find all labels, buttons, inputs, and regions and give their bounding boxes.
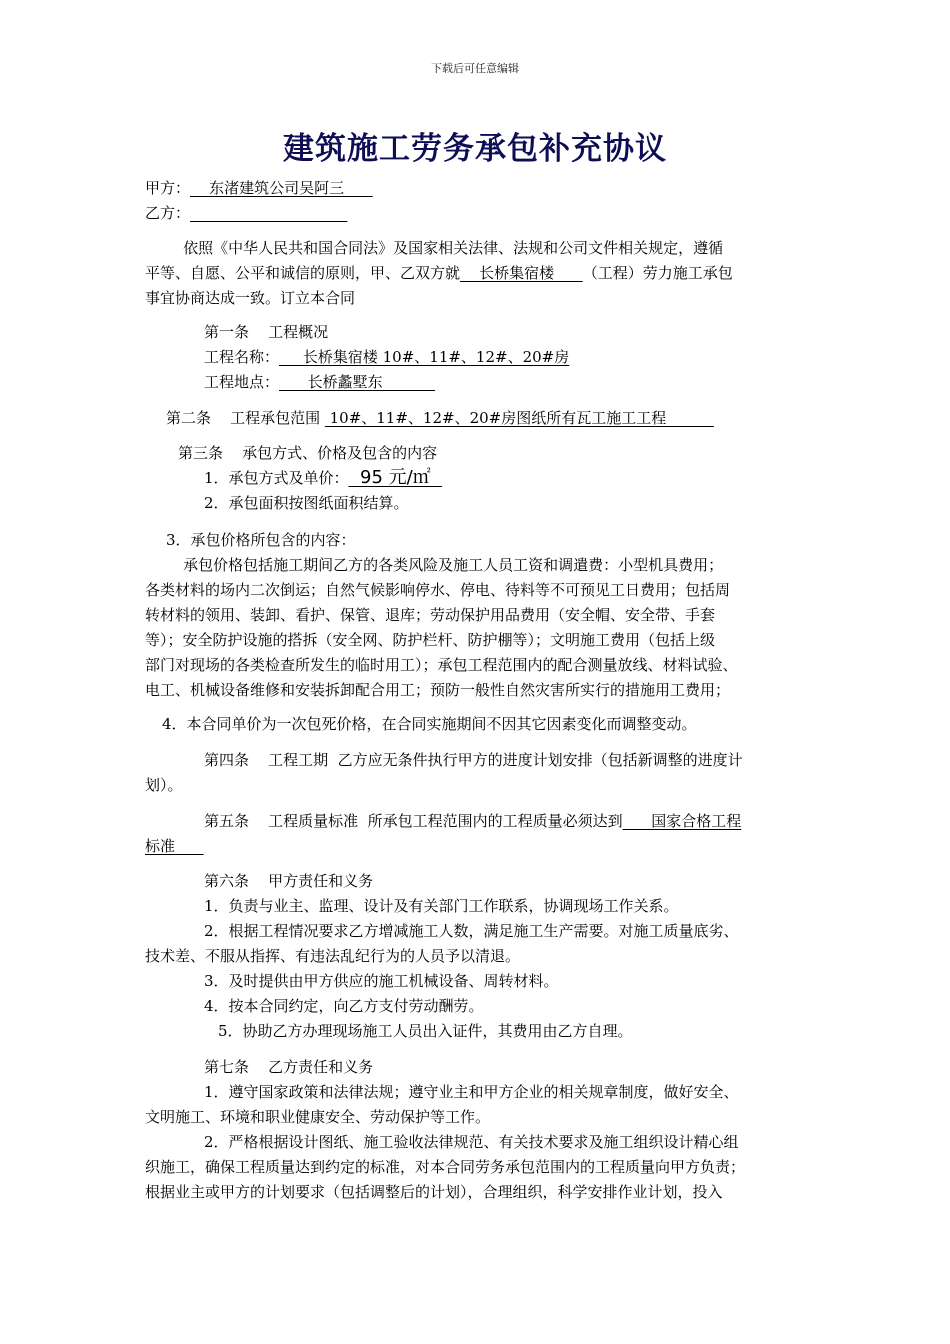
intro-text-2: （工程）劳力施工承包 bbox=[582, 264, 733, 282]
article-6-item: 4．按本合同约定，向乙方支付劳动酬劳。 bbox=[204, 997, 484, 1015]
party-b-label: 乙方： bbox=[145, 204, 191, 222]
quality-standard-value: 国家合格工程 bbox=[622, 812, 742, 830]
intro-text: 平等、自愿、公平和诚信的原则，甲、乙双方就 bbox=[145, 264, 461, 282]
intro-line-3: 事宜协商达成一致。订立本合同 bbox=[145, 289, 356, 307]
article-3-item-3-heading: 3．承包价格所包含的内容： bbox=[166, 531, 356, 549]
article-2-value: 10#、11#、12#、20#房图纸所有瓦工施工工程 bbox=[324, 409, 714, 427]
project-site-value: 长桥蠡墅东 bbox=[279, 373, 436, 391]
item-3-line: 转材料的领用、装卸、看护、保管、退库；劳动保护用品费用（安全帽、安全带、手套 bbox=[145, 606, 716, 624]
article-6-item-cont: 技术差、不服从指挥、有违法乱纪行为的人员予以清退。 bbox=[145, 947, 521, 965]
item-3-line: 各类材料的场内二次倒运；自然气候影响停水、停电、待料等不可预见工日费用；包括周 bbox=[145, 581, 731, 599]
item-1-label: 1．承包方式及单价： bbox=[204, 469, 349, 487]
party-a-value: 东渚建筑公司吴阿三 bbox=[190, 179, 373, 197]
article-5-text: 第五条 工程质量标准 所承包工程范围内的工程质量必须达到 bbox=[204, 812, 623, 830]
article-2-line bbox=[166, 408, 714, 428]
article-5-line-2 bbox=[145, 836, 204, 856]
project-name-label: 工程名称： bbox=[204, 348, 280, 366]
article-4-line-1: 第四条 工程工期 乙方应无条件执行甲方的进度计划安排（包括新调整的进度计 bbox=[204, 751, 743, 769]
intro-line-2 bbox=[145, 263, 733, 283]
project-site-line bbox=[204, 372, 435, 392]
project-name-line bbox=[204, 347, 569, 367]
article-3-heading: 第三条 承包方式、价格及包含的内容 bbox=[178, 444, 438, 462]
article-3-item-4: 4．本合同单价为一次包死价格，在合同实施期间不因其它因素变化而调整变动。 bbox=[162, 715, 697, 733]
article-7-item: 2．严格根据设计图纸、施工验收法律规范、有关技术要求及施工组织设计精心组 bbox=[204, 1133, 739, 1151]
article-2-heading: 第二条 工程承包范围 bbox=[166, 409, 325, 427]
party-a-line bbox=[145, 178, 373, 198]
article-7-item-cont: 根据业主或甲方的计划要求（包括调整后的计划），合理组织，科学安排作业计划，投入 bbox=[145, 1183, 723, 1201]
quality-standard-value-cont: 标准 bbox=[145, 837, 204, 855]
party-b-line bbox=[145, 203, 347, 223]
article-7-item-cont: 文明施工、环境和职业健康安全、劳动保护等工作。 bbox=[145, 1108, 491, 1126]
item-3-line: 电工、机械设备维修和安装拆卸配合用工；预防一般性自然灾害所实行的措施用工费用； bbox=[145, 681, 731, 699]
item-3-line: 等）；安全防护设施的搭拆（安全网、防护栏杆、防护棚等）；文明施工费用（包括上级 bbox=[145, 631, 716, 649]
project-site-label: 工程地点： bbox=[204, 373, 280, 391]
item-3-line: 承包价格包括施工期间乙方的各类风险及施工人员工资和调遣费：小型机具费用； bbox=[145, 556, 724, 574]
article-7-item: 1．遵守国家政策和法律法规；遵守业主和甲方企业的相关规章制度，做好安全、 bbox=[204, 1083, 739, 1101]
article-7-heading: 第七条 乙方责任和义务 bbox=[204, 1058, 374, 1076]
party-b-value bbox=[190, 204, 347, 222]
article-4-line-2: 划）。 bbox=[145, 776, 183, 794]
article-7-item-cont: 织施工，确保工程质量达到约定的标准，对本合同劳务承包范围内的工程质量向甲方负责； bbox=[145, 1158, 746, 1176]
project-name-value: 长桥集宿楼 10#、11#、12#、20#房 bbox=[279, 348, 570, 366]
article-3-item-1 bbox=[204, 468, 442, 488]
item-3-line: 部门对现场的各类检查所发生的临时用工）；承包工程范围内的配合测量放线、材料试验、 bbox=[145, 656, 738, 674]
article-5-line-1 bbox=[204, 811, 741, 831]
article-6-item: 2．根据工程情况要求乙方增减施工人数，满足施工生产需要。对施工质量底劣、 bbox=[204, 922, 739, 940]
article-6-heading: 第六条 甲方责任和义务 bbox=[204, 872, 374, 890]
project-name-blank: 长桥集宿楼 bbox=[460, 264, 583, 282]
article-6-item: 1．负责与业主、监理、设计及有关部门工作联系，协调现场工作关系。 bbox=[204, 897, 679, 915]
article-1-heading: 第一条 工程概况 bbox=[204, 323, 329, 341]
article-3-item-2: 2．承包面积按图纸面积结算。 bbox=[204, 494, 409, 512]
party-a-label: 甲方： bbox=[145, 179, 191, 197]
intro-line-1: 依照《中华人民共和国合同法》及国家相关法律、法规和公司文件相关规定，遵循 bbox=[145, 239, 724, 257]
article-6-item: 3．及时提供由甲方供应的施工机械设备、周转材料。 bbox=[204, 972, 559, 990]
page-header-note: 下载后可任意编辑 bbox=[431, 62, 519, 75]
unit-price-value: 95 元/㎡ bbox=[348, 467, 443, 488]
article-6-item: 5．协助乙方办理现场施工人员出入证件，其费用由乙方自理。 bbox=[218, 1022, 633, 1040]
document-title: 建筑施工劳务承包补充协议 bbox=[283, 131, 667, 167]
